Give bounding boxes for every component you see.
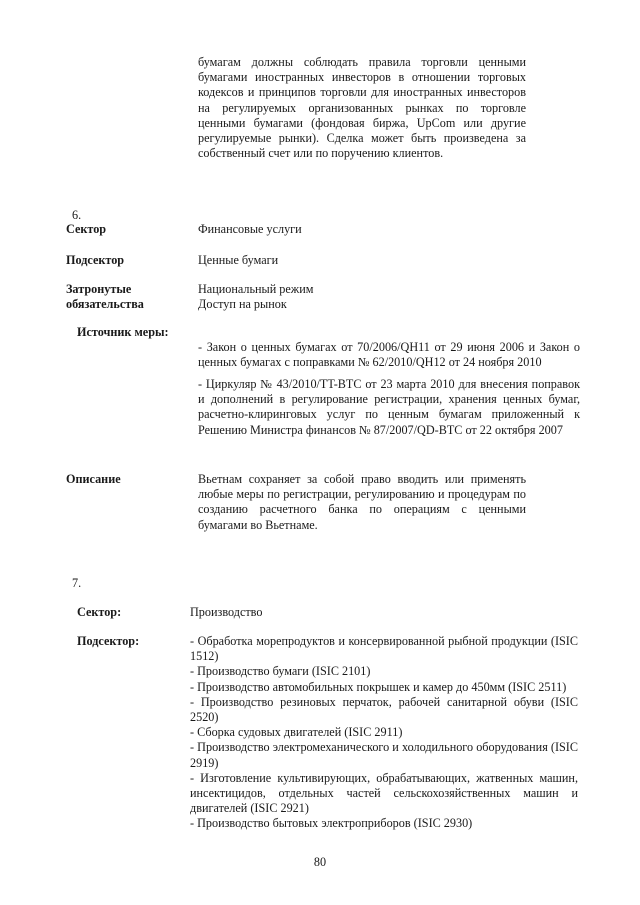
subsector-item: - Производство резиновых перчаток, рабочей санитарной обуви (ISIC 2520) bbox=[190, 694, 578, 725]
section-6-description-value: Вьетнам сохраняет за собой право вводить или применять любые меры по регистрации, регулированию и процедурам по созданию расчетного банка по операциям с ценными бумагами во Вьетнаме. bbox=[198, 472, 526, 532]
section-6-number: 6. bbox=[72, 208, 82, 222]
section-7-number: 7. bbox=[72, 576, 82, 590]
section-7-subsector-list bbox=[190, 634, 578, 832]
obligation-market-access: Доступ на рынок bbox=[198, 297, 287, 312]
section-6-description-label: Описание bbox=[66, 472, 121, 486]
section-7-sector-value: Производство bbox=[190, 605, 263, 619]
subsector-item: - Производство бумаги (ISIC 2101) bbox=[190, 664, 371, 679]
subsector-item: - Изготовление культивирующих, обрабатывающих, жатвенных машин, инсектицидов, отдельных частей сельскохозяйственных машин и двигателей (ISIC 2921) bbox=[190, 770, 578, 816]
section-6-subsector-value: Ценные бумаги bbox=[198, 253, 279, 267]
subsector-item: - Производство автомобильных покрышек и камер до 450мм (ISIC 2511) bbox=[190, 679, 567, 694]
section-7-sector-label: Сектор: bbox=[77, 605, 122, 619]
obligations-label-line-2: обязательства bbox=[66, 297, 144, 312]
section-6-sector-label: Сектор bbox=[66, 222, 107, 236]
section-6-obligations-value bbox=[198, 282, 313, 312]
section-6-source-label: Источник меры: bbox=[77, 325, 169, 339]
section-6-subsector-label: Подсектор bbox=[66, 253, 125, 267]
section-7-subsector-label: Подсектор: bbox=[77, 634, 140, 648]
continuation-paragraph: бумагам должны соблюдать правила торговли ценными бумагами иностранных инвесторов в отношении торговых кодексов и принципов торговли для иностранных инвесторов на регулируемых организованных рынках по торговле ценными бумагами (фондовая биржа, UpCom или другие регулируемые рынки). Сделка может быть произведена за собственный счет или по поручению клиентов. bbox=[198, 55, 526, 161]
section-6-obligations-label bbox=[66, 282, 144, 312]
obligation-national-treatment: Национальный режим bbox=[198, 282, 314, 296]
section-6-sector-value: Финансовые услуги bbox=[198, 222, 302, 236]
subsector-item: - Производство электромеханического и холодильного оборудования (ISIC 2919) bbox=[190, 740, 578, 770]
page-number: 80 bbox=[313, 855, 327, 869]
source-item-circular: - Циркуляр № 43/2010/TT-BTC от 23 марта 2010 для внесения поправок и дополнений в регулирование регистрации, хранения ценных бумаг, расчетно-клиринговых услуг по ценным бумагам приложенный к Решению Министра финансов № 87/2007/QD-BTC от 22 октября 2007 bbox=[198, 377, 580, 437]
subsector-item: - Сборка судовых двигателей (ISIC 2911) bbox=[190, 725, 403, 740]
subsector-item: - Производство бытовых электроприборов (ISIC 2930) bbox=[190, 816, 473, 831]
obligations-label-line-1: Затронутые bbox=[66, 282, 132, 296]
subsector-item: - Обработка морепродуктов и консервированной рыбной продукции (ISIC 1512) bbox=[190, 634, 578, 664]
source-item-law: - Закон о ценных бумагах от 70/2006/QH11 от 29 июня 2006 и Закон о ценных бумагах с поправками № 62/2010/QH12 от 24 ноября 2010 bbox=[198, 340, 580, 370]
